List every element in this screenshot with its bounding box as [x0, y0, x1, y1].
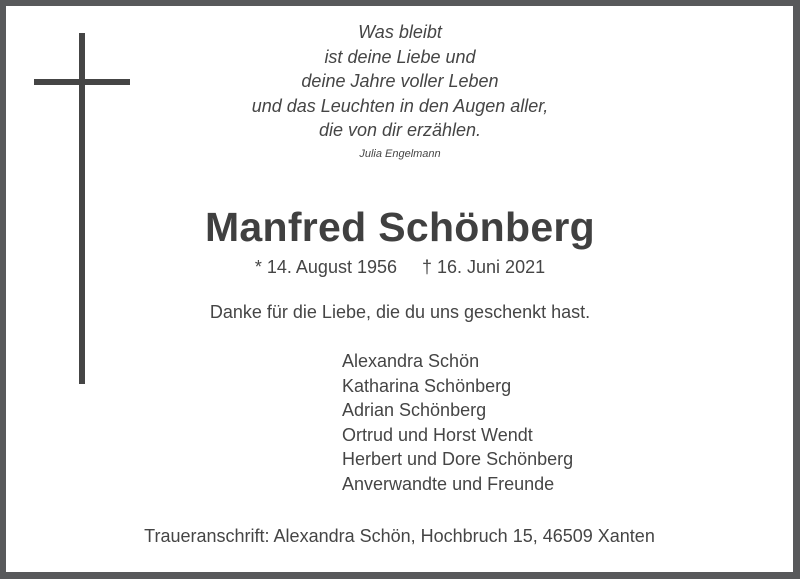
life-dates: * 14. August 1956 † 16. Juni 2021 — [254, 257, 546, 277]
mourner: Alexandra Schön — [342, 351, 480, 371]
thanks-message: Danke für die Liebe, die du uns geschenkt hast. — [209, 302, 591, 322]
poem-line: und das Leuchten in den Augen aller, — [251, 95, 549, 116]
poem-line: ist deine Liebe und — [324, 46, 476, 67]
cross-horizontal-bar — [34, 79, 130, 85]
mourners-list — [342, 349, 573, 497]
mourner: Katharina Schönberg — [342, 375, 512, 396]
mourner: Anverwandte und Freunde — [342, 473, 555, 494]
poem-line: die von dir erzählen. — [318, 120, 482, 140]
cross-vertical-bar — [79, 33, 85, 384]
poem — [206, 20, 594, 143]
mourning-address: Traueranschrift: Alexandra Schön, Hochbruch 15, 46509 Xanten — [144, 526, 655, 546]
deceased-name: Manfred Schönberg — [204, 204, 596, 250]
obituary-notice — [6, 6, 793, 572]
mourner: Ortrud und Horst Wendt — [342, 424, 533, 445]
poem-author: Julia Engelmann — [359, 148, 441, 160]
poem-line: Was bleibt — [358, 22, 442, 42]
mourner: Adrian Schönberg — [342, 400, 487, 421]
poem-line: deine Jahre voller Leben — [301, 71, 499, 91]
mourner: Herbert und Dore Schönberg — [342, 449, 574, 470]
